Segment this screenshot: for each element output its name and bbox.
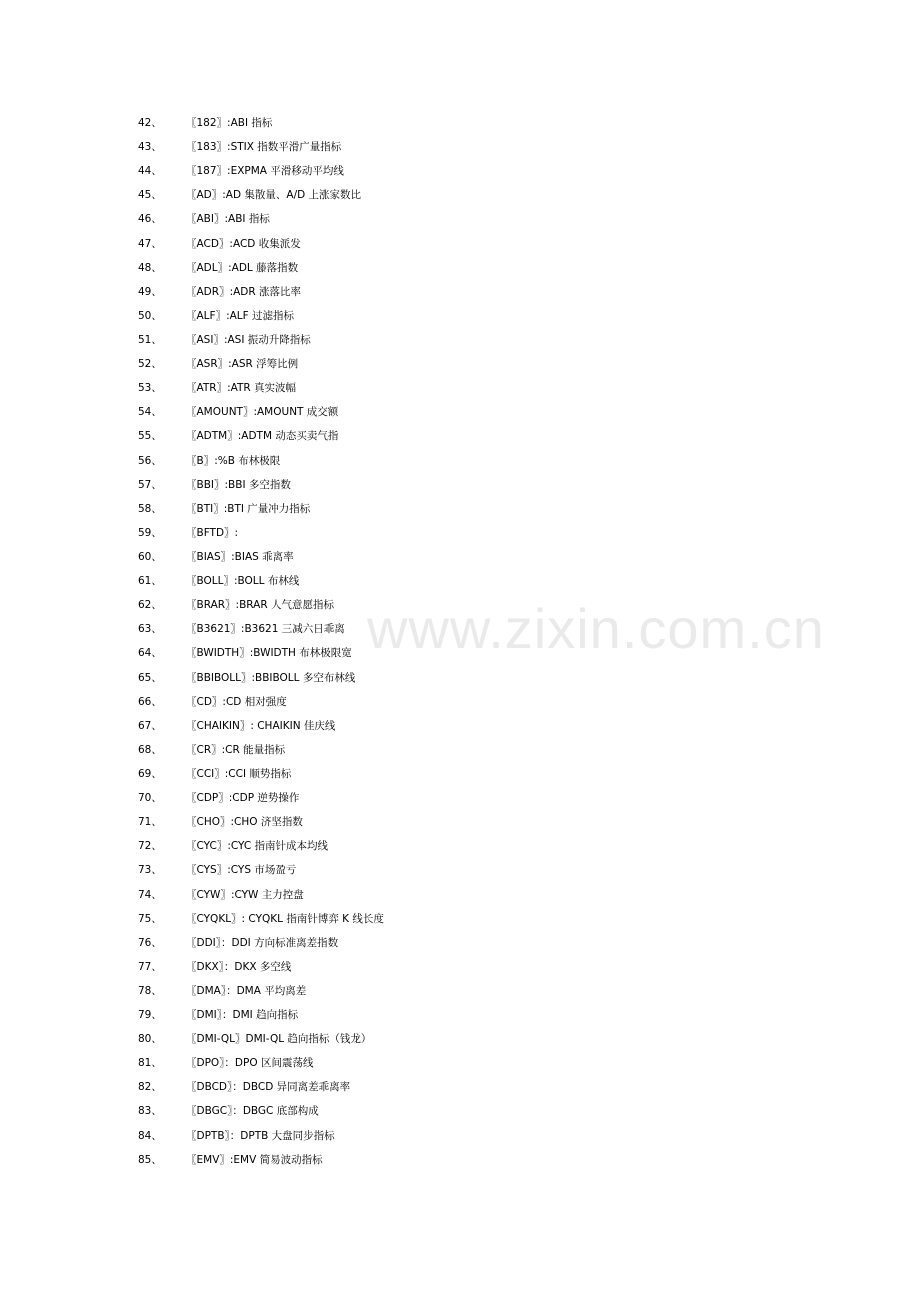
item-text: 〖187〗:EXPMA 平滑移动平均线 [186, 165, 344, 178]
item-text: 〖DBCD〗：DBCD 异同离差乖离率 [186, 1081, 351, 1094]
item-number: 59、 [138, 526, 162, 539]
item-text: 〖CHAIKIN〗: CHAIKIN 佳庆线 [186, 719, 336, 732]
item-number: 57、 [138, 478, 162, 491]
item-number: 81、 [138, 1057, 162, 1070]
item-number: 75、 [138, 912, 162, 925]
item-number: 67、 [138, 719, 162, 732]
list-item [0, 476, 920, 500]
item-number: 80、 [138, 1033, 162, 1046]
item-text: 〖BOLL〗:BOLL 布林线 [186, 575, 300, 588]
item-number: 71、 [138, 816, 162, 829]
item-text: 〖DPTB〗：DPTB 大盘同步指标 [186, 1129, 335, 1142]
item-text: 〖DMA〗：DMA 平均离差 [186, 984, 307, 997]
item-number: 83、 [138, 1105, 162, 1118]
item-text: 〖DKX〗：DKX 多空线 [186, 960, 292, 973]
item-text: 〖BTI〗:BTI 广量冲力指标 [186, 502, 311, 515]
list-item [0, 138, 920, 162]
item-number: 62、 [138, 599, 162, 612]
list-item [0, 1151, 920, 1175]
item-text: 〖CYQKL〗: CYQKL 指南针博弈 K 线长度 [186, 912, 384, 925]
list-item [0, 934, 920, 958]
item-text: 〖ABI〗:ABI 指标 [186, 213, 270, 226]
list-item [0, 259, 920, 283]
list-item [0, 524, 920, 548]
list-item [0, 717, 920, 741]
list-item [0, 500, 920, 524]
item-number: 55、 [138, 430, 162, 443]
list-item [0, 886, 920, 910]
item-text: 〖ACD〗:ACD 收集派发 [186, 237, 301, 250]
item-number: 51、 [138, 333, 162, 346]
item-number: 65、 [138, 671, 162, 684]
list-item [0, 741, 920, 765]
list-item [0, 114, 920, 138]
item-number: 50、 [138, 309, 162, 322]
item-number: 43、 [138, 141, 162, 154]
item-text: 〖BRAR〗:BRAR 人气意愿指标 [186, 599, 334, 612]
item-number: 85、 [138, 1153, 162, 1166]
list-item [0, 1102, 920, 1126]
item-number: 70、 [138, 792, 162, 805]
indicator-list [0, 114, 920, 1175]
item-text: 〖ASI〗:ASI 振动升降指标 [186, 333, 311, 346]
list-item [0, 837, 920, 861]
list-item [0, 427, 920, 451]
item-number: 46、 [138, 213, 162, 226]
item-number: 77、 [138, 960, 162, 973]
item-text: 〖BBIBOLL〗:BBIBOLL 多空布林线 [186, 671, 356, 684]
item-text: 〖AMOUNT〗:AMOUNT 成交额 [186, 406, 339, 419]
item-number: 44、 [138, 165, 162, 178]
item-text: 〖DMI〗：DMI 趋向指标 [186, 1009, 299, 1022]
item-text: 〖ATR〗:ATR 真实波幅 [186, 382, 297, 395]
list-item [0, 235, 920, 259]
item-number: 53、 [138, 382, 162, 395]
item-text: 〖CDP〗:CDP 逆势操作 [186, 792, 300, 805]
item-number: 73、 [138, 864, 162, 877]
list-item [0, 620, 920, 644]
item-number: 56、 [138, 454, 162, 467]
item-text: 〖CYC〗:CYC 指南针成本均线 [186, 840, 329, 853]
item-text: 〖AD〗:AD 集散量、A/D 上涨家数比 [186, 189, 362, 202]
item-number: 63、 [138, 623, 162, 636]
item-text: 〖CCI〗:CCI 顺势指标 [186, 767, 292, 780]
list-item [0, 1127, 920, 1151]
item-text: 〖ADTM〗:ADTM 动态买卖气指 [186, 430, 339, 443]
item-number: 76、 [138, 936, 162, 949]
item-number: 48、 [138, 261, 162, 274]
list-item [0, 186, 920, 210]
item-text: 〖BFTD〗: [186, 526, 239, 539]
item-text: 〖183〗:STIX 指数平滑广量指标 [186, 141, 342, 154]
item-text: 〖ADL〗:ADL 藤落指数 [186, 261, 299, 274]
list-item [0, 861, 920, 885]
item-number: 45、 [138, 189, 162, 202]
item-text: 〖DPO〗：DPO 区间震荡线 [186, 1057, 314, 1070]
item-number: 61、 [138, 575, 162, 588]
item-number: 64、 [138, 647, 162, 660]
item-number: 72、 [138, 840, 162, 853]
item-number: 82、 [138, 1081, 162, 1094]
item-number: 60、 [138, 550, 162, 563]
list-item [0, 331, 920, 355]
item-text: 〖CHO〗:CHO 济坚指数 [186, 816, 303, 829]
item-number: 49、 [138, 285, 162, 298]
list-item [0, 283, 920, 307]
list-item [0, 813, 920, 837]
item-text: 〖ADR〗:ADR 涨落比率 [186, 285, 302, 298]
item-text: 〖B〗:%B 布林极限 [186, 454, 281, 467]
list-item [0, 379, 920, 403]
list-item [0, 789, 920, 813]
list-item [0, 1078, 920, 1102]
list-item [0, 355, 920, 379]
item-number: 47、 [138, 237, 162, 250]
item-number: 84、 [138, 1129, 162, 1142]
watermark: www.zixin.com.cn [367, 597, 825, 660]
list-item [0, 1006, 920, 1030]
list-item [0, 452, 920, 476]
list-item [0, 162, 920, 186]
list-item [0, 1030, 920, 1054]
list-item [0, 910, 920, 934]
list-item [0, 307, 920, 331]
item-number: 78、 [138, 984, 162, 997]
item-text: 〖EMV〗:EMV 简易波动指标 [186, 1153, 323, 1166]
item-text: 〖B3621〗:B3621 三减六日乖离 [186, 623, 345, 636]
item-text: 〖BBI〗:BBI 多空指数 [186, 478, 291, 491]
item-text: 〖BIAS〗:BIAS 乖离率 [186, 550, 294, 563]
item-text: 〖BWIDTH〗:BWIDTH 布林极限宽 [186, 647, 352, 660]
list-item [0, 210, 920, 234]
list-item [0, 572, 920, 596]
list-item [0, 596, 920, 620]
list-item [0, 403, 920, 427]
item-number: 54、 [138, 406, 162, 419]
item-number: 52、 [138, 358, 162, 371]
item-number: 68、 [138, 743, 162, 756]
item-number: 69、 [138, 767, 162, 780]
item-text: 〖CR〗:CR 能量指标 [186, 743, 286, 756]
item-number: 74、 [138, 888, 162, 901]
item-number: 79、 [138, 1009, 162, 1022]
item-number: 58、 [138, 502, 162, 515]
item-text: 〖182〗:ABI 指标 [186, 117, 273, 129]
item-text: 〖DDI〗：DDI 方向标准离差指数 [186, 936, 339, 949]
list-item [0, 1054, 920, 1078]
item-text: 〖ASR〗:ASR 浮筹比例 [186, 358, 299, 371]
item-number: 42、 [138, 117, 162, 129]
list-item [0, 644, 920, 668]
item-text: 〖DBGC〗：DBGC 底部构成 [186, 1105, 319, 1118]
item-text: 〖CYS〗:CYS 市场盈亏 [186, 864, 297, 877]
list-item [0, 693, 920, 717]
item-text: 〖CD〗:CD 相对强度 [186, 695, 287, 708]
list-item [0, 669, 920, 693]
item-text: 〖DMI-QL〗DMI-QL 趋向指标（钱龙） [186, 1033, 372, 1046]
list-item [0, 765, 920, 789]
item-text: 〖CYW〗:CYW 主力控盘 [186, 888, 304, 901]
item-text: 〖ALF〗:ALF 过滤指标 [186, 309, 295, 322]
item-number: 66、 [138, 695, 162, 708]
list-item [0, 982, 920, 1006]
list-item [0, 958, 920, 982]
list-item [0, 548, 920, 572]
